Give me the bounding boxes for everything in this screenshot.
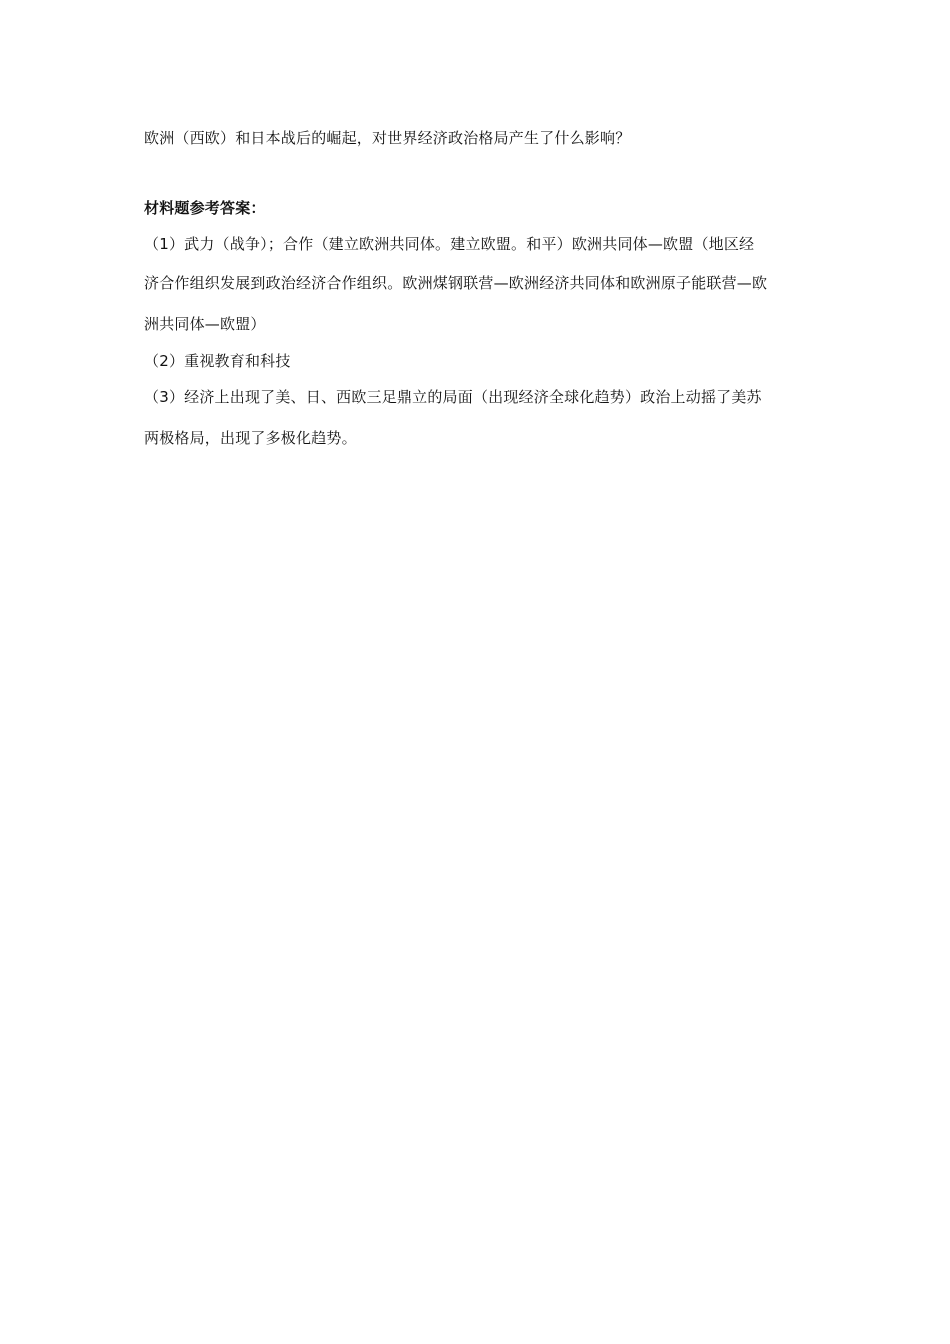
answer-1-line-1: （1）武力（战争）；合作（建立欧洲共同体。建立欧盟。和平）欧洲共同体—欧盟（地区经 — [144, 235, 755, 253]
answer-heading: 材料题参考答案： — [144, 199, 266, 217]
answer-1-line-3: 洲共同体—欧盟） — [144, 315, 266, 333]
question-text: 欧洲（西欧）和日本战后的崛起，对世界经济政治格局产生了什么影响？ — [144, 129, 631, 147]
answer-3-line-2: 两极格局，出现了多极化趋势。 — [144, 429, 357, 447]
answer-2: （2）重视教育和科技 — [144, 352, 291, 370]
answer-1-line-2: 济合作组织发展到政治经济合作组织。欧洲煤钢联营—欧洲经济共同体和欧洲原子能联营—欧 — [144, 274, 768, 292]
answer-3-line-1: （3）经济上出现了美、日、西欧三足鼎立的局面（出现经济全球化趋势）政治上动摇了美苏 — [144, 388, 762, 406]
